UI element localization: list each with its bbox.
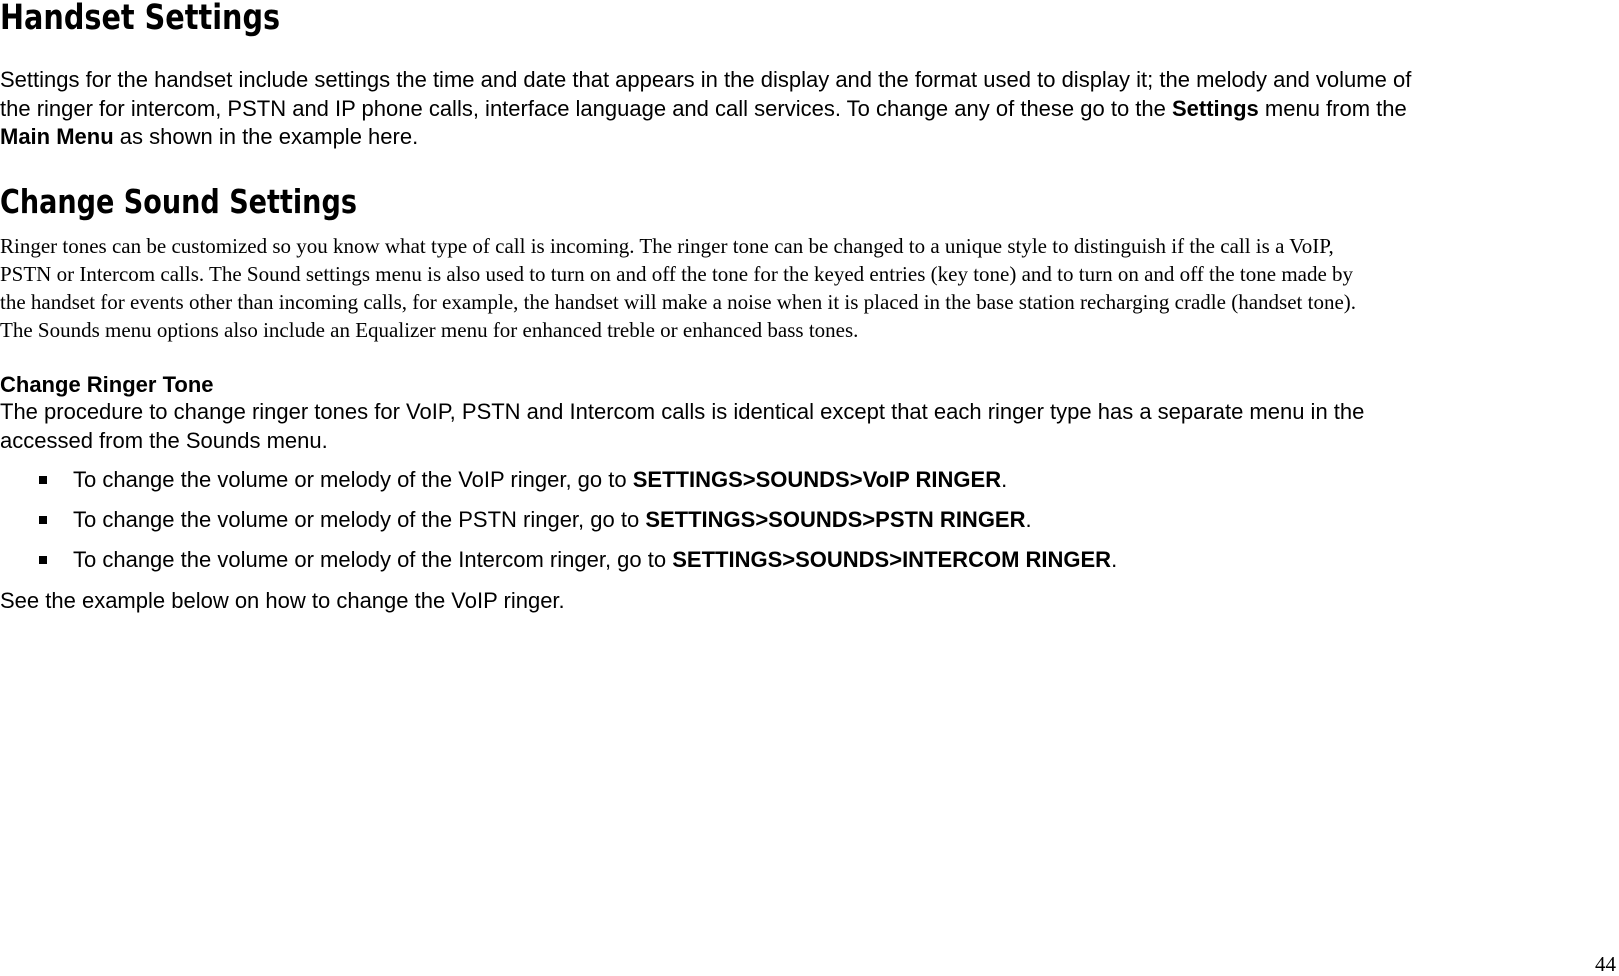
- procedure-line-1: The procedure to change ringer tones for VoIP, PSTN and Intercom calls is identical except that each ringer type has a separate menu in the: [0, 399, 1365, 424]
- sound-settings-paragraph: [0, 232, 1619, 344]
- page-number: 44: [1595, 952, 1616, 976]
- bullet-square-icon: [39, 476, 47, 484]
- intro-paragraph: [0, 66, 1610, 152]
- ringer-bullet-list: [0, 466, 1117, 586]
- procedure-line-2: accessed from the Sounds menu.: [0, 427, 328, 453]
- bullet-square-icon: [39, 516, 47, 524]
- intro-line-3-text: as shown in the example here.: [113, 124, 419, 149]
- menu-path: SETTINGS>SOUNDS>VoIP RINGER: [632, 467, 1002, 492]
- procedure-paragraph: [0, 398, 1610, 455]
- intro-line-2-text: the ringer for intercom, PSTN and IP phone calls, interface language and call services. To change any of these go to the: [0, 95, 1172, 121]
- settings-menu-term: Settings: [1172, 95, 1259, 121]
- page-title: Handset Settings: [0, 0, 281, 38]
- bullet-end: .: [1001, 467, 1008, 492]
- sound-line-4: The Sounds menu options also include an Equalizer menu for enhanced treble or enhanced bass tones.: [0, 318, 859, 342]
- section-title: Change Sound Settings: [0, 182, 357, 221]
- sound-line-1: Ringer tones can be customized so you know what type of call is incoming. The ringer tone can be changed to a unique style to distinguish if the call is a VoIP,: [0, 234, 1334, 258]
- sound-line-3: the handset for events other than incoming calls, for example, the handset will make a noise when it is placed in the base station recharging cradle (handset tone).: [0, 290, 1357, 314]
- intro-line-2: [0, 95, 1610, 124]
- bullet-text: To change the volume or melody of the VoIP ringer, go to: [73, 467, 633, 492]
- intro-line-1: Settings for the handset include settings the time and date that appears in the display and the format used to display it; the melody and volume of: [0, 67, 1412, 92]
- menu-path: SETTINGS>SOUNDS>PSTN RINGER: [645, 507, 1026, 532]
- list-item: [0, 546, 1117, 586]
- menu-path: SETTINGS>SOUNDS>INTERCOM RINGER: [672, 547, 1112, 572]
- intro-line-2-end: menu from the: [1258, 95, 1407, 121]
- bullet-text: To change the volume or melody of the Intercom ringer, go to: [73, 547, 673, 572]
- outro-paragraph: See the example below on how to change the VoIP ringer.: [0, 588, 565, 613]
- bullet-end: .: [1025, 507, 1032, 532]
- bullet-square-icon: [39, 556, 47, 564]
- subsection-title: Change Ringer Tone: [0, 372, 214, 397]
- intro-line-3: [0, 123, 1610, 152]
- bullet-text: To change the volume or melody of the PSTN ringer, go to: [73, 507, 646, 532]
- list-item: [0, 466, 1117, 506]
- bullet-end: .: [1111, 547, 1118, 572]
- main-menu-term: Main Menu: [0, 124, 114, 149]
- list-item: [0, 506, 1117, 546]
- sound-line-2: PSTN or Intercom calls. The Sound settings menu is also used to turn on and off the tone for the keyed entries (key tone) and to turn on and off the tone made by: [0, 262, 1354, 286]
